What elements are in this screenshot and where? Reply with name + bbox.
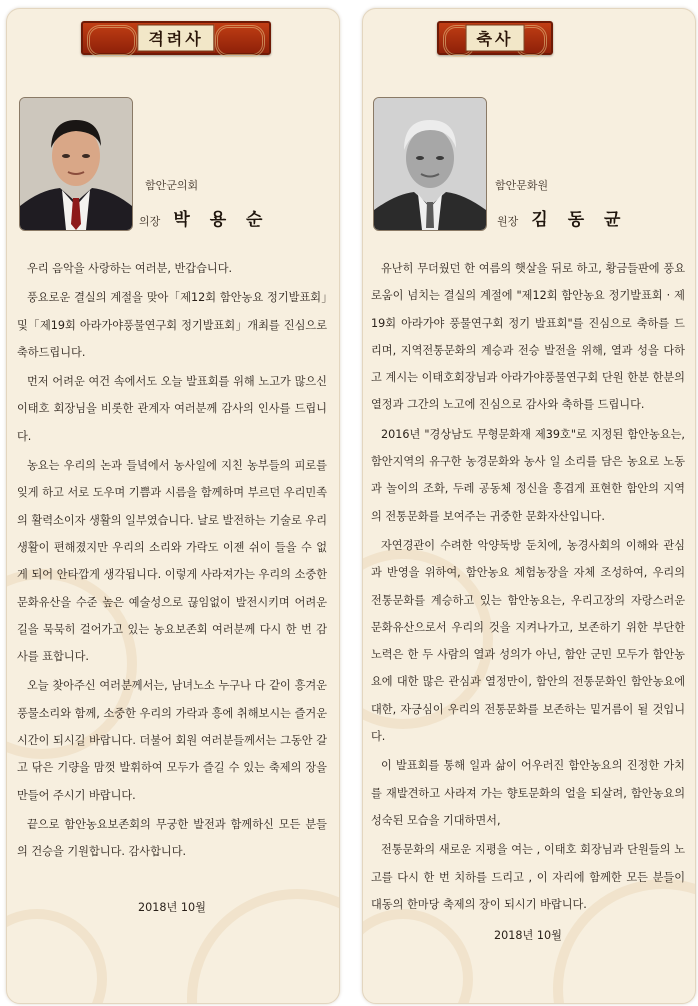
paragraph: 전통문화의 새로운 지평을 여는 , 이태호 회장님과 단원들의 노고를 다시 한 번 치하를 드리고 , 이 자리에 함께한 모든 분들이 대동의 한마당 축제의 장이 되시기 바랍니다.	[371, 843, 685, 911]
affiliation: 함안군의회	[145, 179, 199, 192]
section-title: 격려사	[137, 25, 214, 52]
paragraph: 풍요로운 결실의 계절을 맞아「제12회 함안농요 정기발표회」및「제19회 아라가야풍물연구회 정기발표회」개최를 진심으로 축하드립니다.	[17, 291, 327, 359]
speech-body	[17, 255, 327, 921]
speech-body	[371, 255, 685, 949]
date: 2018년 10월	[494, 929, 562, 943]
decorative-swirl	[6, 909, 107, 1004]
speaker-role: 의장	[139, 215, 161, 228]
paragraph: 끝으로 함안농요보존회의 무궁한 발전과 함께하신 모든 분들의 건승을 기원합니다. 감사합니다.	[17, 817, 327, 859]
date: 2018년 10월	[138, 900, 206, 914]
banner-ornament	[87, 25, 137, 57]
paragraph: 이 발표회를 통해 일과 삶이 어우러진 함안농요의 진정한 가치를 재발견하고 사라져 가는 향토문화의 얼을 되살려, 함안농요의 성숙된 모습을 기대하면서,	[371, 759, 685, 827]
paragraph: 우리 음악을 사랑하는 여러분, 반갑습니다.	[27, 262, 233, 275]
speaker-name: 박 용 순	[173, 210, 270, 230]
paragraph: 먼저 어려운 여건 속에서도 오늘 발표회를 위해 노고가 많으신 이태호 회장님을 비롯한 관계자 여러분께 감사의 인사를 드립니다.	[17, 375, 327, 443]
encouragement-speech-panel	[6, 8, 340, 1004]
paragraph: 오늘 찾아주신 여러분께서는, 남녀노소 누구나 다 같이 흥겨운 풍물소리와 함께, 소중한 우리의 가락과 흥에 취해보시는 즐거운 시간이 되시길 바랍니다. 더불어 회원 여러분들께서는 그동안 갈고 닦은 기량을 맘껏 발휘하여 모두가 즐길 수 있는 축제의 장을 만들어 주시기 바랍니다.	[17, 679, 327, 802]
title-banner	[81, 21, 271, 55]
portrait-photo	[19, 97, 133, 231]
portrait-photo	[373, 97, 487, 231]
paragraph: 2016년 "경상남도 무형문화재 제39호"로 지정된 함안농요는, 함안지역의 유구한 농경문화와 농사 일 소리를 담은 농요로 노동과 놀이의 조화, 두레 공동체 정신을 흥겹게 표현한 함안의 지역의 전통문화를 보여주는 귀중한 문화자산입니다.	[371, 427, 685, 523]
speaker-name-line	[497, 205, 627, 230]
section-title: 축사	[466, 25, 525, 52]
paragraph: 유난히 무더웠던 한 여름의 햇살을 뒤로 하고, 황금들판에 풍요로움이 넘치는 결실의 계절에 "제12회 함안농요 정기발표회 · 제19회 아라가야 풍물연구회 정기 발표회"를 진심으로 축하를 드리며, 지역전통문화의 계승과 전승 발전을 위해, 열과 성을 다하고 계시는 이태호회장님과 아라가야풍물연구회 단원 한분 한분의 열정과 그간의 노고에 진심으로 감사와 축하를 드립니다.	[371, 262, 685, 412]
paragraph: 자연경관이 수려한 악양둑방 둔치에, 농경사회의 이해와 관심과 반영을 위하여, 함안농요 체험농장을 자체 조성하여, 우리의 전통문화를 계승하고 있는 함안농요는, 우리고장의 자랑스러운 문화유산으로서 우리의 것을 지켜나가고, 보존하기 위한 부단한 노력은 한 두 사람의 열과 성의가 아닌, 함안 군민 모두가 함안농요에 대한 많은 관심과 열정만이, 함안의 전통문화인 함안농요에 대한, 자긍심이 우리의 전통문화를 보존하는 밑거름이 될 것입니다.	[371, 538, 685, 744]
speaker-name: 김 동 균	[531, 210, 628, 230]
speaker-name-line	[139, 205, 269, 230]
banner-ornament	[215, 25, 265, 57]
paragraph: 농요는 우리의 논과 들녘에서 농사일에 지친 농부들의 피로를 잊게 하고 서로 도우며 기쁨과 시름을 함께하며 부르던 우리민족의 활력소이자 생활의 일부였습니다. 날로 발전하는 기술로 우리 생활이 편해졌지만 우리의 소리와 가락도 이젠 쉬이 들을 수 없게 되어 안타깝게 생각됩니다. 이렇게 사라져가는 우리의 소중한 문화유산을 수준 높은 예술성으로 끊임없이 발전시키며 어려운 길을 묵묵히 걸어가고 있는 농요보존회 여러분께 다시 한 번 감사를 표합니다.	[17, 459, 327, 664]
title-banner	[437, 21, 553, 55]
speaker-role: 원장	[497, 215, 519, 228]
congratulatory-speech-panel	[362, 8, 696, 1004]
affiliation: 함안문화원	[495, 179, 549, 192]
